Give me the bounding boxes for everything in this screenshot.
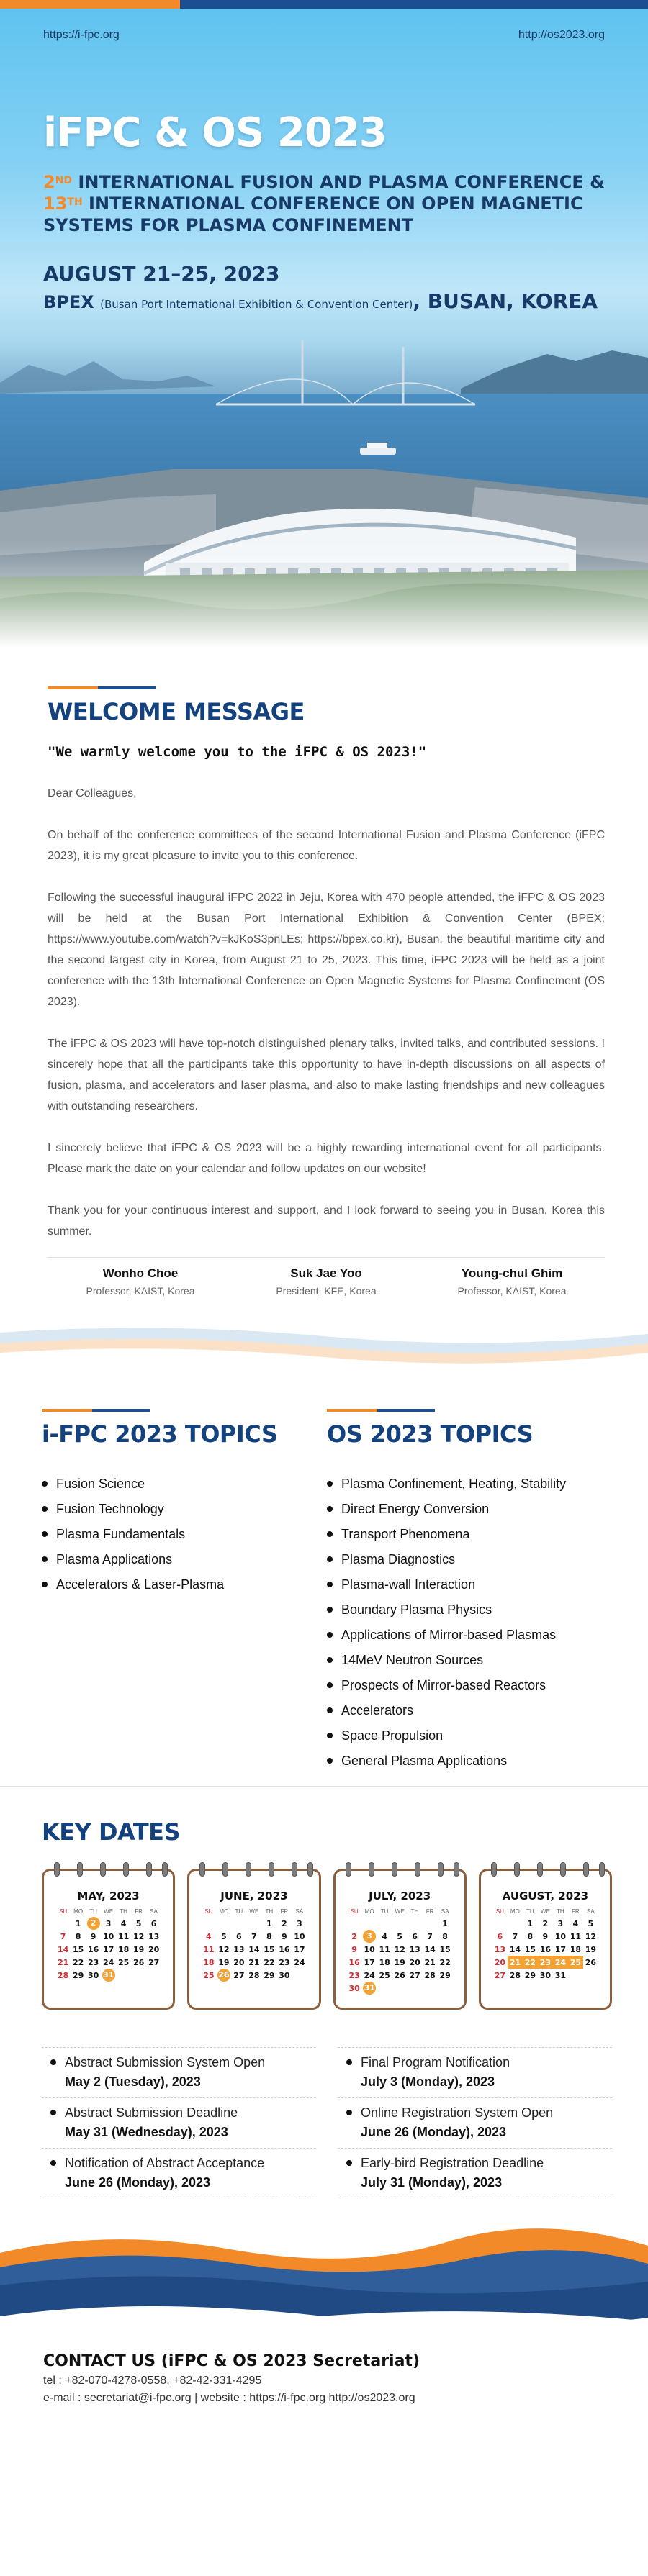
- calendar: [42, 1869, 175, 2010]
- weekday-label: SA: [295, 1908, 304, 1915]
- letter-paragraph: The iFPC & OS 2023 will have top-notch distinguished plenary talks, invited talks, and contributed sessions. I sincerely hope that all the participants take this opportunity to have in-depth discussions on all aspects of fusion, plasma, and accelerators and laser plasma, and also to make lasting friendships and new colleagues with outstanding researchers.: [48, 1038, 605, 1112]
- key-date-label: Notification of Abstract Acceptance: [50, 2156, 316, 2171]
- calendar-day: 9: [282, 1931, 287, 1941]
- signer-role: Professor, KAIST, Korea: [86, 1285, 195, 1297]
- topic-item: Plasma Diagnostics: [327, 1552, 612, 1577]
- hero-links: [43, 29, 605, 42]
- calendar-day: 23: [279, 1957, 290, 1967]
- calendar-ring: [123, 1862, 129, 1877]
- calendar-grid: [347, 1908, 453, 1995]
- calendar-day: 16: [539, 1944, 552, 1954]
- calendar-grid: [55, 1908, 161, 1982]
- calendar-day: 4: [120, 1918, 127, 1928]
- weekday-label: TU: [89, 1908, 97, 1915]
- ordinal-13th: 13TH: [43, 194, 83, 214]
- calendar-day: 31: [101, 1969, 116, 1982]
- calendar-day: 25: [379, 1970, 390, 1980]
- key-date-value: June 26 (Monday), 2023: [361, 2125, 507, 2139]
- calendar-day: 12: [218, 1944, 230, 1954]
- calendar-day: 7: [60, 1931, 66, 1941]
- calendar-day: 9: [90, 1931, 96, 1941]
- calendar-day: 17: [364, 1957, 375, 1967]
- calendar-day: 23: [538, 1956, 553, 1969]
- calendar-day: 17: [294, 1944, 305, 1954]
- calendar-ring: [560, 1862, 566, 1877]
- busan-harbor-illustration: [0, 325, 648, 648]
- key-date-value: May 31 (Wednesday), 2023: [65, 2125, 228, 2139]
- signer: [48, 1266, 233, 1297]
- letter-paragraph: Thank you for your continuous interest and support, and I look forward to seeing you in Busan, Korea this summer.: [48, 1205, 605, 1238]
- key-date-item: [42, 2097, 316, 2148]
- calendar-ring: [599, 1862, 605, 1877]
- conference-subtitle: [43, 171, 619, 236]
- calendar-day: 3: [362, 1930, 377, 1943]
- calendar-day: 13: [409, 1944, 420, 1954]
- calendar-day: 5: [397, 1931, 402, 1941]
- calendar-day: 11: [570, 1931, 582, 1941]
- welcome-quote: "We warmly welcome you to the iFPC & OS 2023!": [48, 744, 427, 760]
- calendar-day: 17: [554, 1944, 567, 1954]
- calendar-day: 8: [442, 1931, 448, 1941]
- calendar-day: 15: [72, 1944, 84, 1954]
- key-date-item: [338, 2097, 612, 2148]
- calendar: [479, 1869, 612, 2010]
- calendar-day: 5: [221, 1931, 227, 1941]
- calendar-day: 3: [105, 1918, 112, 1928]
- calendar-day: 18: [379, 1957, 390, 1967]
- calendar-day: 1: [266, 1918, 272, 1928]
- contact-tel: tel : +82-070-4278-0558, +82-42-331-4295: [43, 2375, 262, 2387]
- topic-item: General Plasma Applications: [327, 1754, 612, 1779]
- calendar-day: 28: [424, 1970, 436, 1980]
- weekday-label: MO: [73, 1908, 84, 1915]
- venue-city: , BUSAN, KOREA: [413, 289, 598, 313]
- calendar-day: 11: [203, 1944, 215, 1954]
- calendar-day: 12: [132, 1931, 145, 1941]
- calendar-day: 4: [382, 1931, 387, 1941]
- signer: [233, 1266, 419, 1297]
- calendars: [42, 1869, 612, 2010]
- weekday-label: TU: [380, 1908, 389, 1915]
- os-topic-list: [327, 1477, 612, 1779]
- calendar-day: 26: [216, 1969, 231, 1982]
- calendar-day: 6: [236, 1931, 242, 1941]
- calendar-day: 2: [282, 1918, 287, 1928]
- calendar-day: 9: [351, 1944, 357, 1954]
- calendar-day: 25: [203, 1970, 215, 1980]
- calendar-ring: [583, 1862, 589, 1877]
- section-wave-divider: [0, 1325, 648, 1369]
- calendar-day: 8: [266, 1931, 272, 1941]
- calendar-ring: [54, 1862, 60, 1877]
- calendar-day: 16: [348, 1957, 360, 1967]
- key-dates-right: [338, 2047, 612, 2198]
- calendar-day: 24: [294, 1957, 305, 1967]
- calendar-month: AUGUST, 2023: [502, 1890, 589, 1902]
- calendar-ring: [77, 1862, 83, 1877]
- weekday-label: TH: [557, 1908, 564, 1915]
- key-date-label: Online Registration System Open: [346, 2105, 612, 2121]
- topic-item: Applications of Mirror-based Plasmas: [327, 1628, 612, 1653]
- calendar-day: 18: [203, 1957, 215, 1967]
- calendar-day: 7: [427, 1931, 433, 1941]
- calendar-day: 21: [508, 1956, 523, 1969]
- letter-paragraph: On behalf of the conference committees of the second International Fusion and Plasma Conference (iFPC 2023), it is my great pleasure to invite you to this conference.: [48, 829, 605, 862]
- calendar-ring: [369, 1862, 374, 1877]
- calendar-ring: [307, 1862, 313, 1877]
- calendar-ring: [415, 1862, 420, 1877]
- calendar-ring: [292, 1862, 297, 1877]
- topic-item: Plasma Applications: [42, 1552, 327, 1577]
- welcome-section: [0, 648, 648, 1297]
- calendar-day: 10: [554, 1931, 567, 1941]
- calendar-day: 14: [248, 1944, 260, 1954]
- calendar-day: 15: [439, 1944, 451, 1954]
- calendar-day: 30: [279, 1970, 290, 1980]
- ifpc-topics: [42, 1409, 327, 1786]
- topic-item: Fusion Technology: [42, 1502, 327, 1527]
- calendar-day: 14: [509, 1944, 521, 1954]
- signer-name: Wonho Choe: [102, 1266, 179, 1280]
- calendar-day: 15: [264, 1944, 275, 1954]
- contact-email-website: e-mail : secretariat@i-fpc.org | website : https://i-fpc.org http://os2023.org: [43, 2392, 415, 2404]
- calendar: [333, 1869, 467, 2010]
- key-date-value: July 3 (Monday), 2023: [361, 2074, 495, 2089]
- calendar-day: 13: [233, 1944, 245, 1954]
- calendar-day: 14: [424, 1944, 436, 1954]
- key-date-item: [42, 2148, 316, 2198]
- os-topics: [327, 1409, 612, 1786]
- weekday-label: WE: [104, 1908, 114, 1915]
- welcome-letter: [48, 783, 605, 1242]
- subtitle-line-2: INTERNATIONAL CONFERENCE ON OPEN MAGNETIC SYSTEMS FOR PLASMA CONFINEMENT: [43, 194, 583, 235]
- venue-short: BPEX: [43, 292, 94, 312]
- calendar-day: 13: [148, 1931, 160, 1941]
- calendar-day: 6: [150, 1918, 157, 1928]
- key-date-label: Abstract Submission System Open: [50, 2055, 316, 2070]
- calendar-ring: [491, 1862, 497, 1877]
- calendar-day: 2: [542, 1918, 549, 1928]
- calendar-day: 31: [554, 1970, 567, 1980]
- topic-item: Boundary Plasma Physics: [327, 1602, 612, 1628]
- key-date-label: Early-bird Registration Deadline: [346, 2156, 612, 2171]
- calendar-day: 20: [233, 1957, 245, 1967]
- weekday-label: WE: [249, 1908, 259, 1915]
- signer-name: Young-chul Ghim: [461, 1266, 563, 1280]
- topic-item: Direct Energy Conversion: [327, 1502, 612, 1527]
- weekday-label: TH: [410, 1908, 419, 1915]
- welcome-title: WELCOME MESSAGE: [48, 698, 305, 725]
- calendar-day: 2: [351, 1931, 357, 1941]
- calendar-day: 8: [527, 1931, 534, 1941]
- os-topics-title: OS 2023 TOPICS: [327, 1420, 534, 1448]
- key-dates-section: [0, 1787, 648, 2198]
- calendar-day: 30: [539, 1970, 552, 1980]
- calendar-day: 24: [102, 1957, 114, 1967]
- calendar-day: 1: [442, 1918, 448, 1928]
- calendar-day: 10: [102, 1931, 114, 1941]
- calendar-day: 22: [72, 1957, 84, 1967]
- calendar-day: 29: [264, 1970, 275, 1980]
- calendar-day: 16: [87, 1944, 99, 1954]
- calendar-day: 22: [523, 1956, 538, 1969]
- calendar-ring: [537, 1862, 543, 1877]
- calendar-day: 28: [509, 1970, 521, 1980]
- calendar-day: 18: [570, 1944, 582, 1954]
- weekday-label: SU: [350, 1908, 359, 1915]
- calendar-day: 21: [424, 1957, 436, 1967]
- calendar-day: 15: [524, 1944, 536, 1954]
- calendar-day: 19: [394, 1957, 405, 1967]
- calendar-day: 7: [512, 1931, 518, 1941]
- topic-item: Space Propulsion: [327, 1728, 612, 1754]
- calendar-month: JULY, 2023: [369, 1890, 431, 1902]
- key-date-value: May 2 (Tuesday), 2023: [65, 2074, 201, 2089]
- calendar-ring: [222, 1862, 228, 1877]
- calendar-day: 9: [542, 1931, 549, 1941]
- calendar-day: 7: [251, 1931, 257, 1941]
- weekday-label: SA: [441, 1908, 449, 1915]
- topic-item: 14MeV Neutron Sources: [327, 1653, 612, 1678]
- calendar: [187, 1869, 320, 2010]
- key-dates-left: [42, 2047, 316, 2198]
- section-accent-bar: [327, 1409, 435, 1412]
- calendar-day: 26: [394, 1970, 405, 1980]
- calendar-day: 20: [148, 1944, 160, 1954]
- key-date-label: Abstract Submission Deadline: [50, 2105, 316, 2121]
- calendar-day: 10: [294, 1931, 305, 1941]
- topic-item: Accelerators & Laser-Plasma: [42, 1577, 327, 1602]
- calendar-day: 14: [57, 1944, 69, 1954]
- weekday-label: SU: [204, 1908, 213, 1915]
- calendar-day: 20: [409, 1957, 420, 1967]
- calendar-day: 29: [524, 1970, 536, 1980]
- hero-banner: [0, 9, 648, 648]
- calendar-day: 25: [568, 1956, 583, 1969]
- calendar-day: 26: [585, 1957, 597, 1967]
- topics-section: [0, 1369, 648, 1786]
- signer-name: Suk Jae Yoo: [290, 1266, 362, 1280]
- calendar-day: 22: [264, 1957, 275, 1967]
- weekday-label: TH: [120, 1908, 127, 1915]
- calendar-day: 12: [585, 1931, 597, 1941]
- calendar-day: 19: [585, 1944, 597, 1954]
- footer-wave-decoration: [0, 2224, 648, 2332]
- calendar-ring: [246, 1862, 251, 1877]
- calendar-day: 19: [218, 1957, 230, 1967]
- key-date-label: Final Program Notification: [346, 2055, 612, 2070]
- conference-title: iFPC & OS 2023: [43, 109, 387, 156]
- ordinal-2nd: 2ND: [43, 172, 73, 192]
- weekday-label: SU: [495, 1908, 504, 1915]
- topic-item: Plasma Confinement, Heating, Stability: [327, 1477, 612, 1502]
- signer-role: President, KFE, Korea: [276, 1285, 377, 1297]
- weekday-label: WE: [540, 1908, 550, 1915]
- venue-full: (Busan Port International Exhibition & Convention Center): [100, 298, 413, 311]
- weekday-label: MO: [364, 1908, 374, 1915]
- calendar-ring: [162, 1862, 168, 1877]
- calendar-month: JUNE, 2023: [220, 1890, 288, 1902]
- calendar-day: 1: [75, 1918, 81, 1928]
- contact-section: [0, 2332, 648, 2418]
- calendar-day: 26: [132, 1957, 145, 1967]
- calendar-day: 29: [439, 1970, 451, 1980]
- calendar-day: 28: [248, 1970, 260, 1980]
- section-accent-bar: [42, 1409, 150, 1412]
- signers: [48, 1257, 605, 1297]
- weekday-label: TU: [235, 1908, 243, 1915]
- calendar-day: 4: [206, 1931, 212, 1941]
- key-date-value: July 31 (Monday), 2023: [361, 2175, 503, 2190]
- calendar-day: 4: [572, 1918, 579, 1928]
- calendar-ring: [392, 1862, 397, 1877]
- calendar-ring: [199, 1862, 205, 1877]
- calendar-day: 12: [394, 1944, 405, 1954]
- key-date-value: June 26 (Monday), 2023: [65, 2175, 211, 2190]
- calendar-day: 22: [439, 1957, 451, 1967]
- topic-item: Plasma Fundamentals: [42, 1527, 327, 1552]
- weekday-label: FR: [572, 1908, 580, 1915]
- calendar-ring: [100, 1862, 106, 1877]
- calendar-day: 19: [132, 1944, 145, 1954]
- calendar-day: 2: [86, 1917, 101, 1930]
- calendar-day: 6: [497, 1931, 503, 1941]
- topic-item: Transport Phenomena: [327, 1527, 612, 1552]
- topic-item: Plasma-wall Interaction: [327, 1577, 612, 1602]
- conference-venue: [43, 289, 598, 313]
- calendar-ring: [146, 1862, 152, 1877]
- calendar-grid: [201, 1908, 307, 1982]
- letter-paragraph: Following the successful inaugural iFPC 2022 in Jeju, Korea with 470 people attended, the iFPC & OS 2023 will be held at the Busan Port International Exhibition & Convention Center (BPEX; https://www.youtube.com/watch?v=kJKoS3pnLEs; https://bpex.co.kr), Busan, the beautiful maritime city and the second largest city in Korea, from August 21 to 25, 2023. This time, iFPC 2023 will be held as a joint conference with the 13th International Conference on Open Magnetic Systems for Plasma Confinement (OS 2023).: [48, 892, 605, 1008]
- calendar-day: 21: [57, 1957, 69, 1967]
- calendar-day: 21: [248, 1957, 260, 1967]
- calendar-day: 25: [117, 1957, 130, 1967]
- top-color-bar: [0, 0, 648, 9]
- calendar-day: 27: [233, 1970, 245, 1980]
- ifpc-topics-title: i-FPC 2023 TOPICS: [42, 1420, 278, 1448]
- top-bar-navy: [180, 0, 648, 9]
- calendar-day: 29: [72, 1970, 84, 1980]
- weekday-label: MO: [510, 1908, 520, 1915]
- calendar-day: 18: [117, 1944, 130, 1954]
- calendar-day: 27: [494, 1970, 506, 1980]
- weekday-label: TU: [526, 1908, 534, 1915]
- top-bar-orange: [0, 0, 180, 9]
- topic-item: Fusion Science: [42, 1477, 327, 1502]
- calendar-day: 28: [57, 1970, 69, 1980]
- calendar-day: 30: [348, 1983, 360, 1993]
- weekday-label: FR: [280, 1908, 289, 1915]
- calendar-day: 5: [135, 1918, 142, 1928]
- key-dates-list: [42, 2047, 612, 2198]
- contact-title: CONTACT US (iFPC & OS 2023 Secretariat): [43, 2352, 420, 2370]
- calendar-day: 27: [409, 1970, 420, 1980]
- calendar-grid: [492, 1908, 598, 1982]
- calendar-day: 23: [348, 1970, 360, 1980]
- calendar-day: 3: [297, 1918, 302, 1928]
- calendar-day: 23: [87, 1957, 99, 1967]
- weekday-label: SA: [587, 1908, 595, 1915]
- calendar-day: 27: [148, 1957, 160, 1967]
- os2023-link[interactable]: http://os2023.org: [518, 29, 605, 41]
- weekday-label: WE: [395, 1908, 405, 1915]
- weekday-label: TH: [265, 1908, 274, 1915]
- signer: [419, 1266, 605, 1297]
- calendar-day: 5: [588, 1918, 594, 1928]
- calendar-day: 8: [75, 1931, 81, 1941]
- calendar-day: 17: [102, 1944, 114, 1954]
- calendar-day: 20: [494, 1957, 506, 1967]
- calendar-day: 11: [117, 1931, 130, 1941]
- calendar-day: 1: [527, 1918, 534, 1928]
- calendar-day: 24: [553, 1956, 568, 1969]
- topic-item: Prospects of Mirror-based Reactors: [327, 1678, 612, 1703]
- calendar-ring: [454, 1862, 459, 1877]
- calendar-day: 10: [364, 1944, 375, 1954]
- key-date-item: [338, 2047, 612, 2097]
- calendar-ring: [438, 1862, 444, 1877]
- weekday-label: SA: [150, 1908, 158, 1915]
- ifpc-topic-list: [42, 1477, 327, 1602]
- calendar-ring: [269, 1862, 274, 1877]
- signer-role: Professor, KAIST, Korea: [457, 1285, 567, 1297]
- subtitle-line-1: INTERNATIONAL FUSION AND PLASMA CONFERENCE &: [72, 172, 606, 192]
- ifpc-link[interactable]: https://i-fpc.org: [43, 29, 120, 41]
- section-accent-bar: [48, 686, 156, 689]
- calendar-ring: [514, 1862, 520, 1877]
- key-date-item: [338, 2148, 612, 2198]
- calendar-day: 30: [87, 1970, 99, 1980]
- greeting: Dear Colleagues,: [48, 787, 137, 799]
- weekday-label: FR: [426, 1908, 434, 1915]
- calendar-day: 6: [412, 1931, 418, 1941]
- calendar-month: MAY, 2023: [77, 1890, 140, 1902]
- topic-item: Accelerators: [327, 1703, 612, 1728]
- weekday-label: FR: [135, 1908, 143, 1915]
- calendar-day: 3: [557, 1918, 564, 1928]
- letter-paragraph: I sincerely believe that iFPC & OS 2023 will be a highly rewarding international event for all participants. Please mark the date on your calendar and follow updates on our website!: [48, 1142, 605, 1175]
- calendar-day: 16: [279, 1944, 290, 1954]
- key-date-item: [42, 2047, 316, 2097]
- calendar-day: 31: [362, 1982, 377, 1995]
- calendar-day: 24: [364, 1970, 375, 1980]
- key-dates-title: KEY DATES: [42, 1818, 181, 1846]
- weekday-label: MO: [219, 1908, 229, 1915]
- weekday-label: SU: [59, 1908, 68, 1915]
- calendar-day: 13: [494, 1944, 506, 1954]
- calendar-ring: [346, 1862, 351, 1877]
- calendar-day: 11: [379, 1944, 390, 1954]
- conference-date: AUGUST 21–25, 2023: [43, 262, 280, 286]
